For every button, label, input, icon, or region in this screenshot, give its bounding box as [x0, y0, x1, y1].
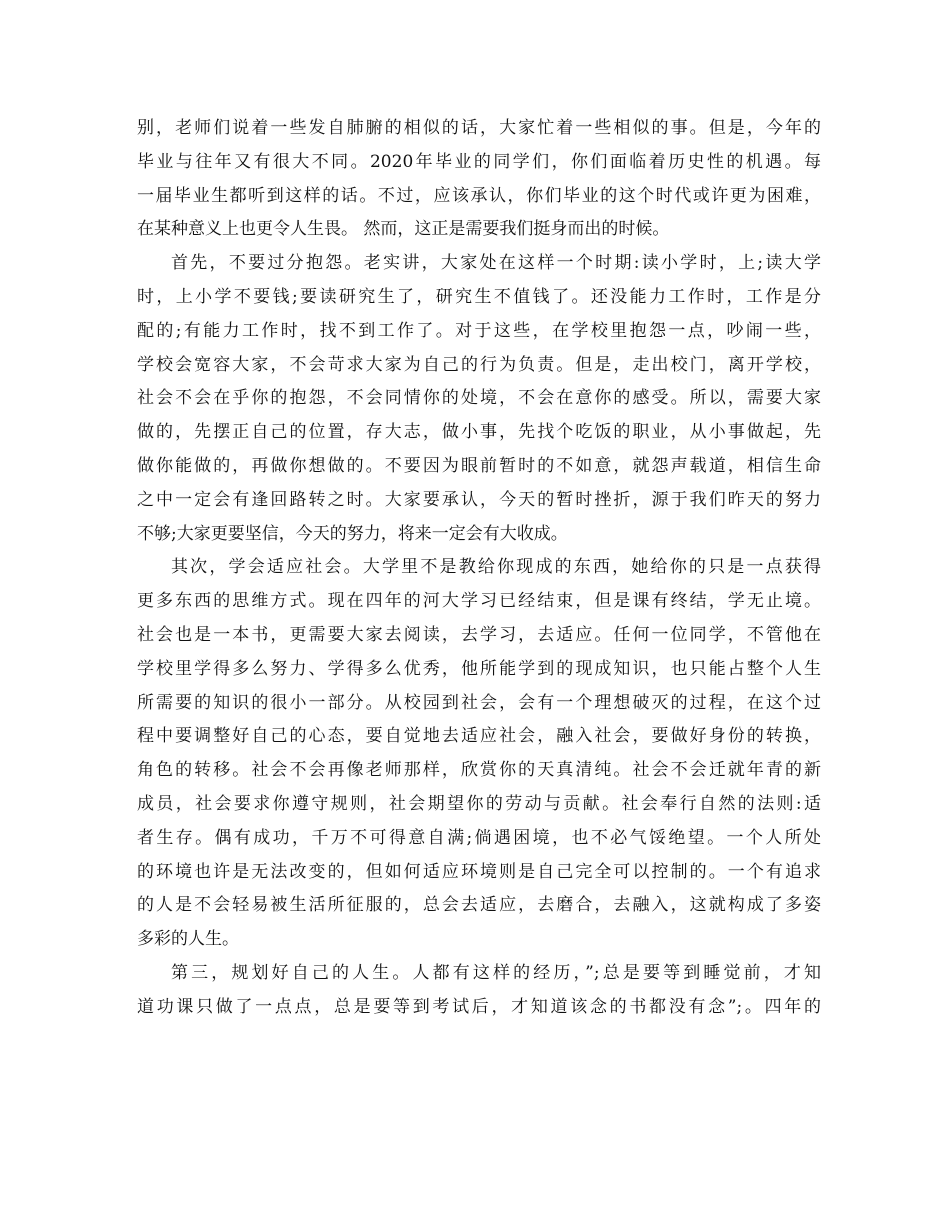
text-line: 学校里学得多么努力、学得多么优秀，他所能学到的现成知识，也只能占整个人生 — [137, 658, 821, 679]
text-line: 的人是不会轻易被生活所征服的，总会去适应，去磨合，去融入，这就构成了多姿 — [137, 895, 821, 916]
text-line: 多彩的人生。 — [137, 929, 239, 950]
paragraph — [137, 551, 821, 957]
text-line: 做你能做的，再做你想做的。不要因为眼前暂时的不如意，就怨声载道，相信生命 — [137, 455, 821, 476]
paragraph — [137, 112, 821, 247]
text-line: 社会也是一本书，更需要大家去阅读，去学习，去适应。任何一位同学，不管他在 — [137, 624, 821, 645]
text-line: 第三，规划好自己的人生。人都有这样的经历，”;总是要等到睡觉前，才知 — [171, 962, 821, 983]
text-line: 时，上小学不要钱;要读研究生了，研究生不值钱了。还没能力工作时，工作是分 — [137, 286, 821, 307]
text-line: 学校会宽容大家，不会苛求大家为自己的行为负责。但是，走出校门，离开学校， — [137, 354, 821, 375]
paragraph — [137, 957, 821, 1025]
text-line: 程中要调整好自己的心态，要自觉地去适应社会，融入社会，要做好身份的转换， — [137, 726, 821, 747]
text-line: 不够;大家更要坚信，今天的努力，将来一定会有大收成。 — [137, 523, 568, 544]
text-line: 首先，不要过分抱怨。老实讲，大家处在这样一个时期:读小学时，上;读大学 — [171, 253, 821, 274]
text-line: 者生存。偶有成功，千万不可得意自满;倘遇困境，也不必气馁绝望。一个人所处 — [137, 827, 821, 848]
text-line: 其次，学会适应社会。大学里不是教给你现成的东西，她给你的只是一点获得 — [171, 557, 821, 578]
text-line: 配的;有能力工作时，找不到工作了。对于这些，在学校里抱怨一点，吵闹一些， — [137, 320, 821, 341]
text-line: 做的，先摆正自己的位置，存大志，做小事，先找个吃饭的职业，从小事做起，先 — [137, 422, 821, 443]
document-body — [137, 112, 821, 1025]
text-line: 成员，社会要求你遵守规则，社会期望你的劳动与贡献。社会奉行自然的法则:适 — [137, 793, 821, 814]
text-line: 毕业与往年又有很大不同。2020年毕业的同学们，你们面临着历史性的机遇。每 — [137, 151, 821, 172]
text-line: 角色的转移。社会不会再像老师那样，欣赏你的天真清纯。社会不会迁就年青的新 — [137, 760, 821, 781]
text-line: 更多东西的思维方式。现在四年的河大学习已经结束，但是课有终结，学无止境。 — [137, 591, 821, 612]
text-line: 道功课只做了一点点，总是要等到考试后，才知道该念的书都没有念”;。四年的 — [137, 996, 821, 1017]
text-line: 在某种意义上也更令人生畏。 然而，这正是需要我们挺身而出的时候。 — [137, 219, 670, 240]
paragraph — [137, 247, 821, 551]
text-line: 的环境也许是无法改变的，但如何适应环境则是自己完全可以控制的。一个有追求 — [137, 861, 821, 882]
text-line: 一届毕业生都听到这样的话。不过，应该承认，你们毕业的这个时代或许更为困难， — [137, 185, 821, 206]
text-line: 之中一定会有逢回路转之时。大家要承认，今天的暂时挫折，源于我们昨天的努力 — [137, 489, 821, 510]
text-line: 社会不会在乎你的抱怨，不会同情你的处境，不会在意你的感受。所以，需要大家 — [137, 388, 821, 409]
text-line: 所需要的知识的很小一部分。从校园到社会，会有一个理想破灭的过程，在这个过 — [137, 692, 821, 713]
text-line: 别，老师们说着一些发自肺腑的相似的话，大家忙着一些相似的事。但是，今年的 — [137, 118, 821, 138]
